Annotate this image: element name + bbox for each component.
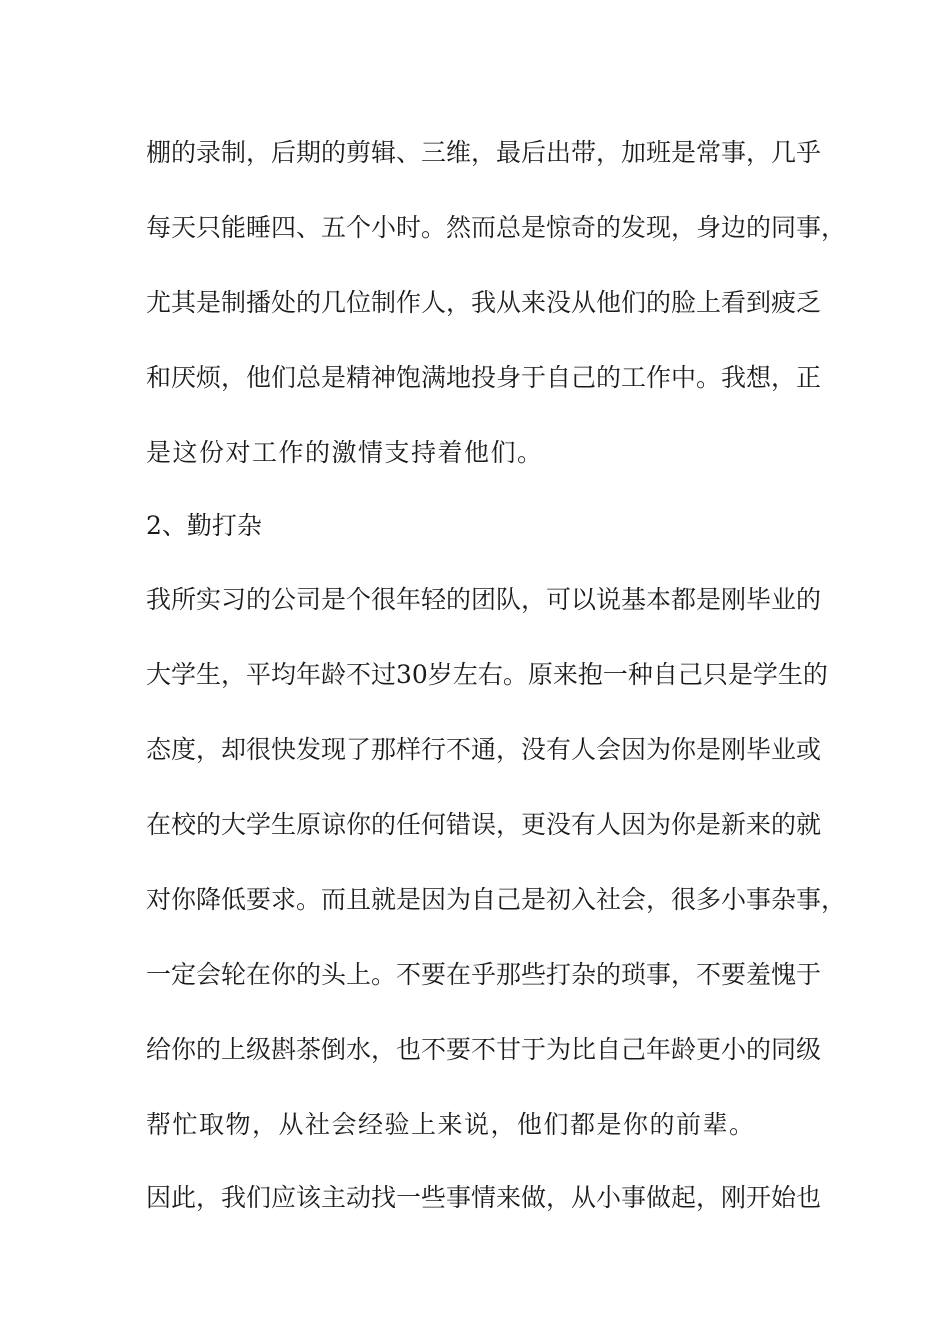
paragraph-line: 对你降低要求。而且就是因为自己是初入社会，很多小事杂事， bbox=[146, 885, 847, 914]
paragraph-line: 一定会轮在你的头上。不要在乎那些打杂的琐事，不要羞愧于 bbox=[146, 960, 822, 989]
paragraph-line: 每天只能睡四、五个小时。然而总是惊奇的发现，身边的同事， bbox=[146, 213, 847, 242]
paragraph-line: 大学生，平均年龄不过30岁左右。原来抱一种自己只是学生的 bbox=[146, 660, 828, 689]
paragraph-line: 给你的上级斟茶倒水，也不要不甘于为比自己年龄更小的同级 bbox=[146, 1035, 822, 1064]
paragraph-line: 因此，我们应该主动找一些事情来做，从小事做起，刚开始也 bbox=[146, 1183, 822, 1212]
paragraph-line: 是这份对工作的激情支持着他们。 bbox=[146, 438, 544, 467]
paragraph-line: 在校的大学生原谅你的任何错误，更没有人因为你是新来的就 bbox=[146, 810, 822, 839]
paragraph-line: 尤其是制播处的几位制作人，我从来没从他们的脸上看到疲乏 bbox=[146, 288, 822, 317]
paragraph-line: 帮忙取物，从社会经验上来说，他们都是你的前辈。 bbox=[146, 1110, 756, 1139]
paragraph-line: 棚的录制，后期的剪辑、三维，最后出带，加班是常事，几乎 bbox=[146, 138, 822, 167]
paragraph-line: 态度，却很快发现了那样行不通，没有人会因为你是刚毕业或 bbox=[146, 735, 822, 764]
paragraph-line: 和厌烦，他们总是精神饱满地投身于自己的工作中。我想，正 bbox=[146, 363, 822, 392]
paragraph-line: 我所实习的公司是个很年轻的团队，可以说基本都是刚毕业的 bbox=[146, 585, 822, 614]
section-heading: 2、勤打杂 bbox=[146, 511, 262, 540]
